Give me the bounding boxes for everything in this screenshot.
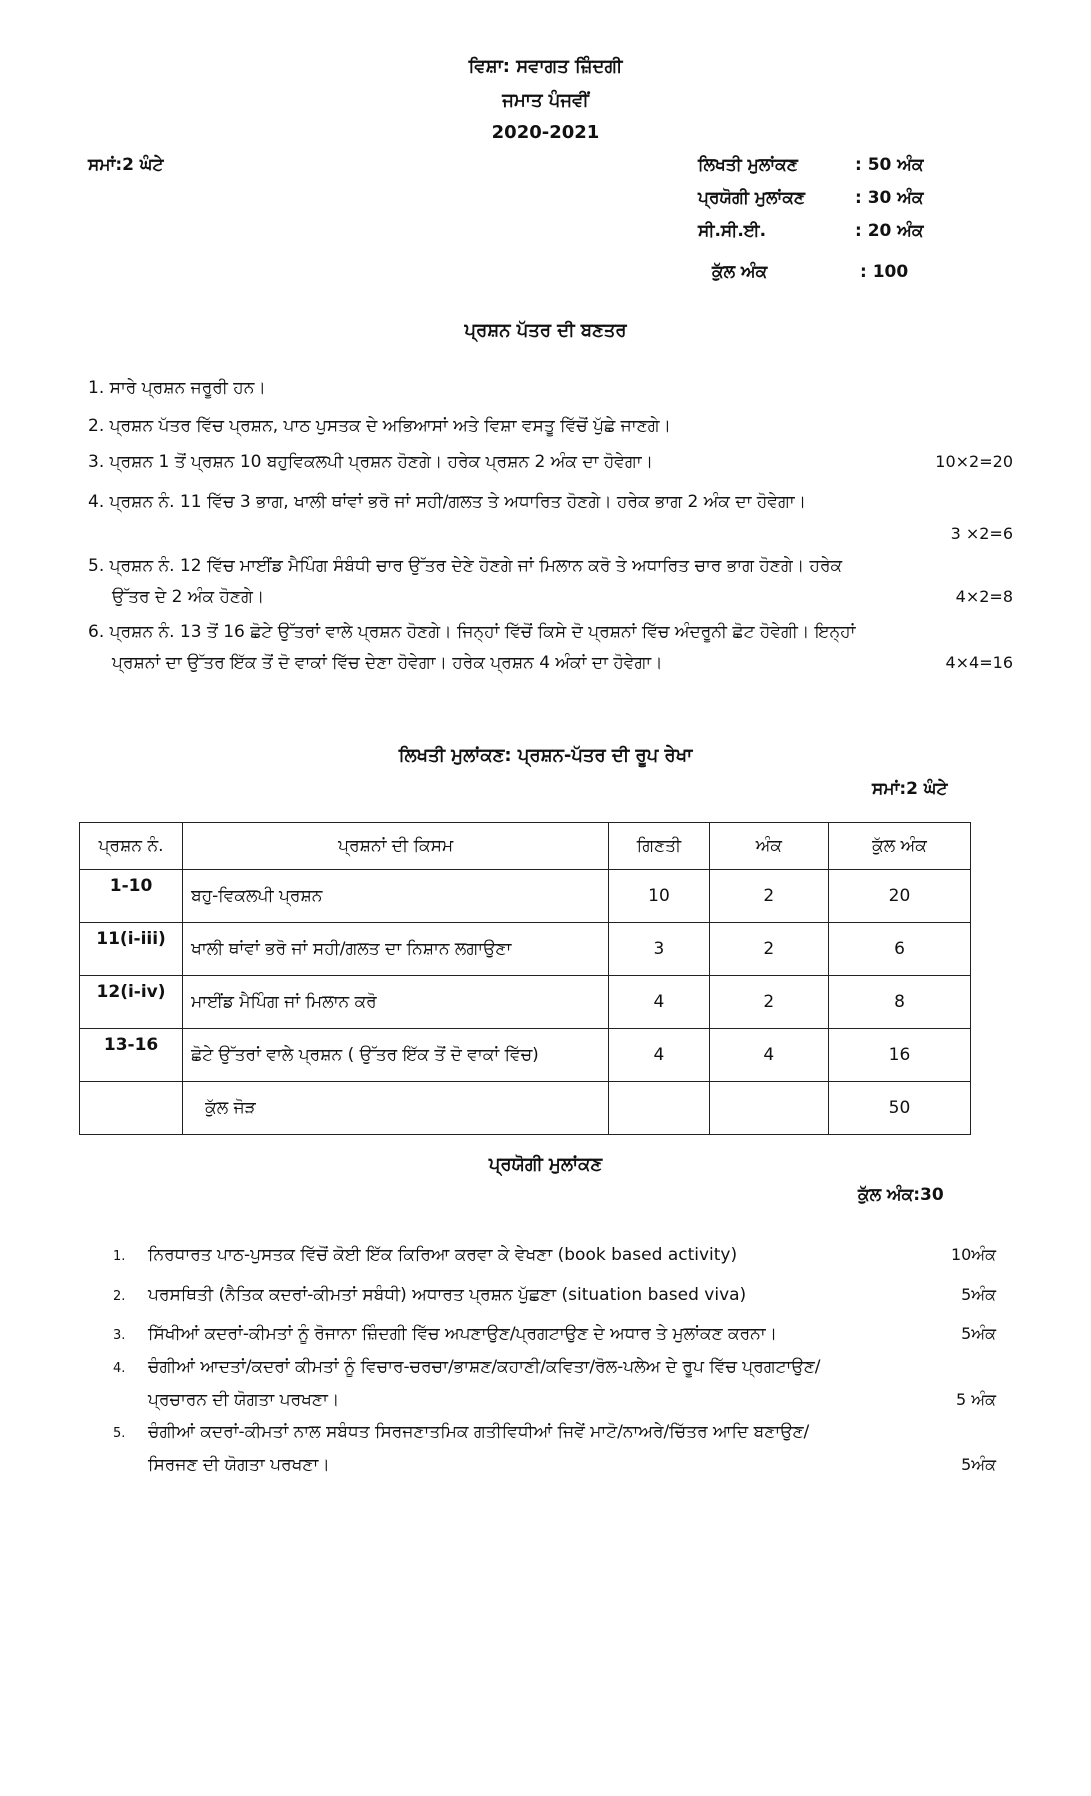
practical-item: ਨਿਰਧਾਰਤ ਪਾਠ-ਪੁਸਤਕ ਵਿੱਚੋਂ ਕੋਈ ਇੱਕ ਕਿਰਿਆ ਕਰਵਾ ਕੇ ਵੇਖਣਾ (book based activity) [148,1245,738,1265]
subject-title: ਵਿਸ਼ਾ: ਸਵਾਗਤ ਜ਼ਿੰਦਗੀ [468,56,623,77]
question-type-cell: ਬਹੁ-ਵਿਕਲਪੀ ਪ੍ਰਸ਼ਨ [183,870,609,923]
question-type-cell: ਛੋਟੇ ਉੱਤਰਾਂ ਵਾਲੇ ਪ੍ਰਸ਼ਨ ( ਉੱਤਰ ਇੱਕ ਤੋਂ ਦੋ ਵਾਕਾਂ ਵਿੱਚ) [183,1029,609,1082]
practical-item-number: 1. [113,1249,126,1264]
column-header: ਕੁੱਲ ਅੰਕ [828,823,970,870]
total-marks-cell: 8 [828,976,970,1029]
total-marks-cell: 50 [828,1082,970,1135]
structure-item-score: 10×2=20 [935,452,1013,471]
practical-item: ਚੰਗੀਆਂ ਆਦਤਾਂ/ਕਦਰਾਂ ਕੀਮਤਾਂ ਨੂੰ ਵਿਚਾਰ-ਚਰਚਾ/ਭਾਸ਼ਣ/ਕਹਾਣੀ/ਕਵਿਤਾ/ਰੋਲ-ਪਲੇਅ ਦੇ ਰੂਪ ਵਿੱਚ ਪ੍ਰਗਟਾਉਣ/ [148,1357,821,1377]
question-type-cell: ਕੁੱਲ ਜੋੜ [183,1082,609,1135]
structure-item-score: 3 ×2=6 [950,524,1013,543]
structure-item: 6. ਪ੍ਰਸ਼ਨ ਨੰ. 13 ਤੋਂ 16 ਛੋਟੇ ਉੱਤਰਾਂ ਵਾਲੇ ਪ੍ਰਸ਼ਨ ਹੋਣਗੇ। ਜਿਨ੍ਹਾਂ ਵਿੱਚੋਂ ਕਿਸੇ ਦੋ ਪ੍ਰਸ਼ਨਾਂ ਵਿੱਚ ਅੰਦਰੂਨੀ ਛੋਟ ਹੋਵੇਗੀ। ਇਨ੍ਹਾਂ [88,622,856,642]
structure-item-continued: ਪ੍ਰਸ਼ਨਾਂ ਦਾ ਉੱਤਰ ਇੱਕ ਤੋਂ ਦੋ ਵਾਕਾਂ ਵਿੱਚ ਦੇਣਾ ਹੋਵੇਗਾ। ਹਰੇਕ ਪ੍ਰਸ਼ਨ 4 ਅੰਕਾਂ ਦਾ ਹੋਵੇਗਾ। [112,653,663,673]
practical-item-continued: ਸਿਰਜਣ ਦੀ ਯੋਗਤਾ ਪਰਖਣਾ। [148,1455,330,1475]
marks-value: : 20 ਅੰਕ [855,221,924,241]
marks-cell [709,1082,828,1135]
practical-item-score: 5ਅੰਕ [961,1455,996,1474]
practical-title: ਪ੍ਰਯੋਗੀ ਮੁਲਾਂਕਣ [488,1154,603,1175]
column-header: ਅੰਕ [709,823,828,870]
count-cell: 4 [609,976,709,1029]
table-row [80,976,971,1029]
practical-item: ਪਰਸਥਿਤੀ (ਨੈਤਿਕ ਕਦਰਾਂ-ਕੀਮਤਾਂ ਸਬੰਧੀ) ਅਧਾਰਤ ਪ੍ਰਸ਼ਨ ਪੁੱਛਣਾ (situation based viva) [148,1285,747,1305]
marks-value: : 30 ਅੰਕ [855,188,924,208]
structure-item-score: 4×2=8 [955,587,1013,606]
practical-item: ਸਿੱਖੀਆਂ ਕਦਰਾਂ-ਕੀਮਤਾਂ ਨੂੰ ਰੋਜਾਨਾ ਜ਼ਿੰਦਗੀ ਵਿੱਚ ਅਪਣਾਉਣ/ਪ੍ਰਗਟਾਉਣ ਦੇ ਅਧਾਰ ਤੇ ਮੁਲਾਂਕਣ ਕਰਨਾ। [148,1324,778,1344]
table-row [80,1029,971,1082]
marks-cell: 4 [709,1029,828,1082]
structure-item: 5. ਪ੍ਰਸ਼ਨ ਨੰ. 12 ਵਿੱਚ ਮਾਈਂਡ ਮੈਪਿੰਗ ਸੰਬੰਧੀ ਚਾਰ ਉੱਤਰ ਦੇਣੇ ਹੋਣਗੇ ਜਾਂ ਮਿਲਾਨ ਕਰੋ ਤੇ ਅਧਾਰਿਤ ਚਾਰ ਭਾਗ ਹੋਣਗੇ। ਹਰੇਕ [88,556,843,576]
question-number-cell: 1-10 [80,870,183,923]
total-marks-cell: 6 [828,923,970,976]
practical-item-continued: ਪ੍ਰਚਾਰਨ ਦੀ ਯੋਗਤਾ ਪਰਖਣਾ। [148,1390,340,1410]
written-time: ਸਮਾਂ:2 ਘੰਟੇ [872,779,948,799]
practical-item-score: 5ਅੰਕ [961,1285,996,1304]
marks-cell: 2 [709,923,828,976]
structure-item: 2. ਪ੍ਰਸ਼ਨ ਪੱਤਰ ਵਿੱਚ ਪ੍ਰਸ਼ਨ, ਪਾਠ ਪੁਸਤਕ ਦੇ ਅਭਿਆਸਾਂ ਅਤੇ ਵਿਸ਼ਾ ਵਸਤੂ ਵਿੱਚੋਂ ਪੁੱਛੇ ਜਾਣਗੇ। [88,416,671,436]
structure-item: 4. ਪ੍ਰਸ਼ਨ ਨੰ. 11 ਵਿੱਚ 3 ਭਾਗ, ਖਾਲੀ ਥਾਂਵਾਂ ਭਰੋ ਜਾਂ ਸਹੀ/ਗਲਤ ਤੇ ਅਧਾਰਿਤ ਹੋਣਗੇ। ਹਰੇਕ ਭਾਗ 2 ਅੰਕ ਦਾ ਹੋਵੇਗਾ। [88,492,807,512]
marks-value: : 50 ਅੰਕ [855,155,924,175]
marks-label: ਪ੍ਰਯੋਗੀ ਮੁਲਾਂਕਣ [698,188,806,208]
practical-item: ਚੰਗੀਆਂ ਕਦਰਾਂ-ਕੀਮਤਾਂ ਨਾਲ ਸਬੰਧਤ ਸਿਰਜਣਾਤਮਿਕ ਗਤੀਵਿਧੀਆਂ ਜਿਵੇਂ ਮਾਟੋ/ਨਾਅਰੇ/ਚਿੱਤਰ ਆਦਿ ਬਣਾਉਣ/ [148,1422,810,1442]
count-cell: 4 [609,1029,709,1082]
marks-label: ਲਿਖਤੀ ਮੁਲਾਂਕਣ [698,155,798,175]
practical-item-number: 3. [113,1328,126,1343]
question-type-cell: ਖਾਲੀ ਥਾਂਵਾਂ ਭਰੋ ਜਾਂ ਸਹੀ/ਗਲਤ ਦਾ ਨਿਸ਼ਾਨ ਲਗਾਉਣਾ [183,923,609,976]
question-number-cell: 12(i-iv) [80,976,183,1029]
marks-label: ਸੀ.ਸੀ.ਈ. [698,221,767,241]
structure-item-continued: ਉੱਤਰ ਦੇ 2 ਅੰਕ ਹੋਣਗੇ। [112,587,265,607]
table-header-row [80,823,971,870]
table-row [80,1082,971,1135]
practical-item-number: 5. [113,1426,126,1441]
total-marks-cell: 16 [828,1029,970,1082]
session-title: 2020-2021 [491,122,600,143]
practical-item-score: 5 ਅੰਕ [956,1390,996,1409]
practical-item-score: 10ਅੰਕ [950,1245,996,1264]
column-header: ਪ੍ਰਸ਼ਨ ਨੰ. [80,823,183,870]
written-blueprint-table [79,822,971,1135]
marks-label: ਕੁੱਲ ਅੰਕ [712,262,768,282]
practical-item-number: 2. [113,1289,126,1304]
class-title: ਜਮਾਤ ਪੰਜਵੀਂ [502,90,589,111]
column-header: ਗਿਣਤੀ [609,823,709,870]
count-cell [609,1082,709,1135]
table-row [80,870,971,923]
marks-value: : 100 [860,262,909,282]
practical-item-number: 4. [113,1361,126,1376]
table-row [80,923,971,976]
question-number-cell: 13-16 [80,1029,183,1082]
marks-cell: 2 [709,976,828,1029]
structure-title: ਪ੍ਰਸ਼ਨ ਪੱਤਰ ਦੀ ਬਣਤਰ [464,320,627,341]
question-number-cell: 11(i-iii) [80,923,183,976]
practical-item-score: 5ਅੰਕ [961,1324,996,1343]
count-cell: 10 [609,870,709,923]
question-number-cell [80,1082,183,1135]
practical-total: ਕੁੱਲ ਅੰਕ:30 [858,1185,944,1205]
question-type-cell: ਮਾਈਂਡ ਮੈਪਿੰਗ ਜਾਂ ਮਿਲਾਨ ਕਰੋ [183,976,609,1029]
marks-cell: 2 [709,870,828,923]
column-header: ਪ੍ਰਸ਼ਨਾਂ ਦੀ ਕਿਸਮ [183,823,609,870]
count-cell: 3 [609,923,709,976]
written-title: ਲਿਖਤੀ ਮੁਲਾਂਕਣ: ਪ੍ਰਸ਼ਨ-ਪੱਤਰ ਦੀ ਰੂਪ ਰੇਖਾ [398,745,693,766]
structure-item: 1. ਸਾਰੇ ਪ੍ਰਸ਼ਨ ਜਰੂਰੀ ਹਨ। [88,378,266,398]
structure-item: 3. ਪ੍ਰਸ਼ਨ 1 ਤੋਂ ਪ੍ਰਸ਼ਨ 10 ਬਹੁਵਿਕਲਪੀ ਪ੍ਰਸ਼ਨ ਹੋਣਗੇ। ਹਰੇਕ ਪ੍ਰਸ਼ਨ 2 ਅੰਕ ਦਾ ਹੋਵੇਗਾ। [88,452,654,472]
time-label: ਸਮਾਂ:2 ਘੰਟੇ [88,155,164,175]
structure-item-score: 4×4=16 [945,653,1013,672]
total-marks-cell: 20 [828,870,970,923]
